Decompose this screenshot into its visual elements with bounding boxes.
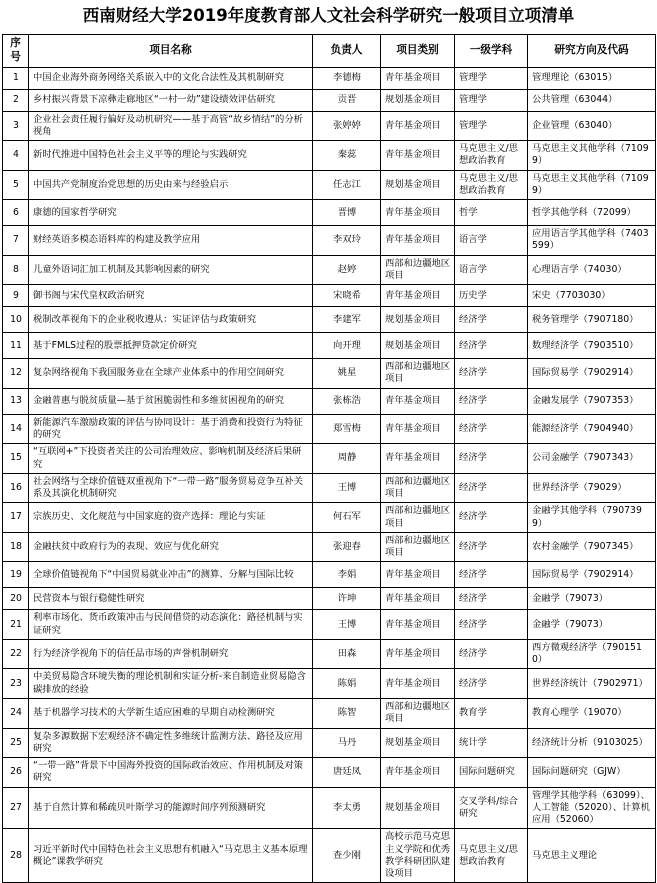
table-header-row xyxy=(3,34,656,67)
cell-index: 21 xyxy=(3,610,29,640)
cell-index: 14 xyxy=(3,414,29,444)
cell-project-type: 西部和边疆地区项目 xyxy=(381,473,455,503)
cell-project-type: 西部和边疆地区项目 xyxy=(381,699,455,729)
cell-principal: 任志江 xyxy=(313,170,381,200)
cell-project-type: 西部和边疆地区项目 xyxy=(381,359,455,389)
cell-discipline: 管理学 xyxy=(455,111,528,141)
cell-principal: 王博 xyxy=(313,610,381,640)
cell-project-name: 财经英语多模态语料库的构建及教学应用 xyxy=(29,226,313,256)
table-row xyxy=(3,414,656,444)
cell-principal: 宋晓希 xyxy=(313,285,381,307)
cell-direction-code: 金融学（79073） xyxy=(528,610,656,640)
column-header-project-name: 项目名称 xyxy=(29,34,313,67)
table-row xyxy=(3,141,656,171)
cell-principal: 秦蕊 xyxy=(313,141,381,171)
cell-project-name: 行为经济学视角下的信任品市场的声誉机制研究 xyxy=(29,639,313,669)
cell-principal: 晋博 xyxy=(313,200,381,226)
cell-project-type: 青年基金项目 xyxy=(381,639,455,669)
cell-discipline: 国际问题研究 xyxy=(455,758,528,788)
table-row xyxy=(3,787,656,829)
cell-direction-code: 能源经济学（7904940） xyxy=(528,414,656,444)
cell-project-type: 青年基金项目 xyxy=(381,444,455,474)
cell-project-type: 规划基金项目 xyxy=(381,787,455,829)
cell-project-type: 青年基金项目 xyxy=(381,414,455,444)
cell-discipline: 经济学 xyxy=(455,562,528,588)
cell-index: 3 xyxy=(3,111,29,141)
cell-discipline: 经济学 xyxy=(455,359,528,389)
cell-index: 5 xyxy=(3,170,29,200)
cell-project-type: 西部和边疆地区项目 xyxy=(381,532,455,562)
cell-principal: 张迎春 xyxy=(313,532,381,562)
cell-direction-code: 国际贸易学（7902914） xyxy=(528,359,656,389)
cell-principal: 姚星 xyxy=(313,359,381,389)
cell-direction-code: 金融发展学（7907353） xyxy=(528,388,656,414)
cell-principal: 李太勇 xyxy=(313,787,381,829)
cell-direction-code: 心理语言学（74030） xyxy=(528,255,656,285)
cell-project-type: 规划基金项目 xyxy=(381,89,455,111)
table-row xyxy=(3,473,656,503)
column-header-discipline: 一级学科 xyxy=(455,34,528,67)
table-row xyxy=(3,170,656,200)
cell-project-type: 西部和边疆地区项目 xyxy=(381,503,455,533)
column-header-principal: 负责人 xyxy=(313,34,381,67)
cell-principal: 贡晋 xyxy=(313,89,381,111)
table-row xyxy=(3,388,656,414)
cell-discipline: 经济学 xyxy=(455,444,528,474)
cell-project-type: 青年基金项目 xyxy=(381,388,455,414)
cell-project-type: 规划基金项目 xyxy=(381,170,455,200)
cell-discipline: 经济学 xyxy=(455,503,528,533)
cell-index: 10 xyxy=(3,307,29,333)
cell-principal: 许坤 xyxy=(313,588,381,610)
cell-index: 20 xyxy=(3,588,29,610)
table-row xyxy=(3,111,656,141)
cell-project-type: 青年基金项目 xyxy=(381,610,455,640)
cell-project-name: 税制改革视角下的企业税收遵从：实证评估与政策研究 xyxy=(29,307,313,333)
cell-project-name: 康德的国家哲学研究 xyxy=(29,200,313,226)
cell-principal: 张栋浩 xyxy=(313,388,381,414)
cell-index: 6 xyxy=(3,200,29,226)
cell-project-name: 企业社会责任履行偏好及动机研究——基于高管“故乡情结”的分析视角 xyxy=(29,111,313,141)
cell-index: 18 xyxy=(3,532,29,562)
cell-discipline: 语言学 xyxy=(455,226,528,256)
cell-index: 15 xyxy=(3,444,29,474)
cell-project-name: 习近平新时代中国特色社会主义思想有机融入“马克思主义基本原理概论”课教学研究 xyxy=(29,829,313,883)
cell-index: 1 xyxy=(3,67,29,89)
table-row xyxy=(3,669,656,699)
cell-principal: 郑雪梅 xyxy=(313,414,381,444)
cell-principal: 张婷婷 xyxy=(313,111,381,141)
cell-discipline: 经济学 xyxy=(455,669,528,699)
table-row xyxy=(3,503,656,533)
table-row xyxy=(3,359,656,389)
cell-principal: 田森 xyxy=(313,639,381,669)
cell-direction-code: 经济统计分析（9103025） xyxy=(528,728,656,758)
cell-project-name: 乡村振兴背景下凉彝走廊地区“一村一幼”建设绩效评估研究 xyxy=(29,89,313,111)
cell-principal: 马丹 xyxy=(313,728,381,758)
cell-direction-code: 管理理论（63015） xyxy=(528,67,656,89)
cell-project-type: 西部和边疆地区项目 xyxy=(381,255,455,285)
cell-direction-code: 宋史（7703030） xyxy=(528,285,656,307)
cell-project-type: 青年基金项目 xyxy=(381,588,455,610)
cell-project-name: “一带一路”背景下中国海外投资的国际政治效应、作用机制及对策研究 xyxy=(29,758,313,788)
cell-index: 28 xyxy=(3,829,29,883)
cell-index: 24 xyxy=(3,699,29,729)
cell-direction-code: 哲学其他学科（72099） xyxy=(528,200,656,226)
cell-direction-code: 公共管理（63044） xyxy=(528,89,656,111)
cell-project-name: 宗族历史、文化规范与中国家庭的资产选择：理论与实证 xyxy=(29,503,313,533)
cell-project-name: 中美贸易隐含环境失衡的理论机制和实证分析-来自制造业贸易隐含碳排放的经验 xyxy=(29,669,313,699)
cell-index: 12 xyxy=(3,359,29,389)
cell-project-type: 规划基金项目 xyxy=(381,728,455,758)
column-header-index: 序号 xyxy=(3,34,29,67)
cell-index: 4 xyxy=(3,141,29,171)
cell-project-type: 青年基金项目 xyxy=(381,200,455,226)
table-row xyxy=(3,444,656,474)
cell-project-name: 金融扶贫中政府行为的表现、效应与优化研究 xyxy=(29,532,313,562)
cell-discipline: 语言学 xyxy=(455,255,528,285)
cell-project-name: 中国共产党制度治党思想的历史由来与经验启示 xyxy=(29,170,313,200)
cell-direction-code: 金融学（79073） xyxy=(528,588,656,610)
cell-direction-code: 马克思主义其他学科（71099） xyxy=(528,170,656,200)
table-row xyxy=(3,285,656,307)
cell-project-type: 青年基金项目 xyxy=(381,226,455,256)
cell-index: 9 xyxy=(3,285,29,307)
cell-direction-code: 国际问题研究（GJW） xyxy=(528,758,656,788)
column-header-project-type: 项目类别 xyxy=(381,34,455,67)
table-row xyxy=(3,829,656,883)
cell-principal: 何石军 xyxy=(313,503,381,533)
page-title: 西南财经大学2019年度教育部人文社会科学研究一般项目立项清单 xyxy=(82,6,575,25)
table-row xyxy=(3,67,656,89)
cell-project-name: 御书阁与宋代皇权政治研究 xyxy=(29,285,313,307)
cell-index: 17 xyxy=(3,503,29,533)
cell-discipline: 经济学 xyxy=(455,307,528,333)
cell-project-name: 社会网络与全球价值链双重视角下“一带一路”服务贸易竞争互补关系及其演化机制研究 xyxy=(29,473,313,503)
cell-discipline: 马克思主义/思想政治教育 xyxy=(455,829,528,883)
column-header-direction-code: 研究方向及代码 xyxy=(528,34,656,67)
table-row xyxy=(3,307,656,333)
cell-discipline: 经济学 xyxy=(455,414,528,444)
cell-project-name: 基于机器学习技术的大学新生适应困难的早期自动检测研究 xyxy=(29,699,313,729)
table-row xyxy=(3,562,656,588)
project-listing-table xyxy=(2,34,656,883)
cell-discipline: 经济学 xyxy=(455,333,528,359)
table-row xyxy=(3,226,656,256)
cell-index: 26 xyxy=(3,758,29,788)
cell-principal: 周静 xyxy=(313,444,381,474)
cell-index: 19 xyxy=(3,562,29,588)
cell-discipline: 经济学 xyxy=(455,473,528,503)
cell-project-name: 复杂网络视角下我国服务业在全球产业体系中的作用空间研究 xyxy=(29,359,313,389)
cell-project-name: 新时代推进中国特色社会主义平等的理论与实践研究 xyxy=(29,141,313,171)
cell-direction-code: 金融学其他学科（7907399） xyxy=(528,503,656,533)
cell-discipline: 经济学 xyxy=(455,588,528,610)
cell-direction-code: 马克思主义其他学科（71099） xyxy=(528,141,656,171)
cell-direction-code: 国际贸易学（7902914） xyxy=(528,562,656,588)
cell-project-type: 青年基金项目 xyxy=(381,67,455,89)
cell-index: 16 xyxy=(3,473,29,503)
cell-discipline: 经济学 xyxy=(455,532,528,562)
cell-direction-code: 企业管理（63040） xyxy=(528,111,656,141)
table-row xyxy=(3,639,656,669)
cell-direction-code: 农村金融学（7907345） xyxy=(528,532,656,562)
table-row xyxy=(3,200,656,226)
cell-principal: 陈智 xyxy=(313,699,381,729)
table-row xyxy=(3,728,656,758)
cell-discipline: 交叉学科/综合研究 xyxy=(455,787,528,829)
cell-discipline: 经济学 xyxy=(455,610,528,640)
cell-project-type: 青年基金项目 xyxy=(381,562,455,588)
cell-project-name: 儿童外语词汇加工机制及其影响因素的研究 xyxy=(29,255,313,285)
cell-project-name: 新能源汽车激励政策的评估与协同设计：基于消费和投资行为特征的研究 xyxy=(29,414,313,444)
table-row xyxy=(3,699,656,729)
cell-index: 2 xyxy=(3,89,29,111)
cell-direction-code: 税务管理学（7907180） xyxy=(528,307,656,333)
cell-project-type: 青年基金项目 xyxy=(381,669,455,699)
cell-principal: 向开理 xyxy=(313,333,381,359)
cell-project-name: 全球价值链视角下“中国贸易就业冲击”的测算、分解与国际比较 xyxy=(29,562,313,588)
cell-direction-code: 马克思主义理论 xyxy=(528,829,656,883)
table-row xyxy=(3,610,656,640)
cell-principal: 李娟 xyxy=(313,562,381,588)
cell-project-name: “互联网+”下投资者关注的公司治理效应、影响机制及经济后果研究 xyxy=(29,444,313,474)
cell-discipline: 管理学 xyxy=(455,67,528,89)
cell-index: 22 xyxy=(3,639,29,669)
cell-discipline: 哲学 xyxy=(455,200,528,226)
cell-direction-code: 世界经济统计（7902971） xyxy=(528,669,656,699)
cell-direction-code: 西方微观经济学（7901510） xyxy=(528,639,656,669)
cell-project-name: 复杂多源数据下宏观经济不确定性多维统计监测方法、路径及应用研究 xyxy=(29,728,313,758)
table-body xyxy=(3,67,656,883)
cell-project-type: 青年基金项目 xyxy=(381,111,455,141)
cell-project-name: 基于FMLS过程的股票抵押贷款定价研究 xyxy=(29,333,313,359)
cell-direction-code: 教育心理学（19070） xyxy=(528,699,656,729)
cell-direction-code: 应用语言学其他学科（7403599） xyxy=(528,226,656,256)
table-row xyxy=(3,588,656,610)
cell-project-type: 青年基金项目 xyxy=(381,141,455,171)
cell-project-name: 民营资本与银行稳健性研究 xyxy=(29,588,313,610)
cell-index: 25 xyxy=(3,728,29,758)
cell-principal: 唐廷凤 xyxy=(313,758,381,788)
cell-discipline: 历史学 xyxy=(455,285,528,307)
cell-project-name: 基于自然计算和稀疏贝叶斯学习的能源时间序列预测研究 xyxy=(29,787,313,829)
cell-project-type: 高校示范马克思主义学院和优秀教学科研团队建设项目 xyxy=(381,829,455,883)
cell-index: 7 xyxy=(3,226,29,256)
table-row xyxy=(3,255,656,285)
cell-direction-code: 世界经济学（79029） xyxy=(528,473,656,503)
table-row xyxy=(3,89,656,111)
cell-project-type: 青年基金项目 xyxy=(381,285,455,307)
cell-principal: 李建军 xyxy=(313,307,381,333)
cell-discipline: 经济学 xyxy=(455,388,528,414)
cell-discipline: 统计学 xyxy=(455,728,528,758)
cell-principal: 王博 xyxy=(313,473,381,503)
cell-discipline: 马克思主义/思想政治教育 xyxy=(455,170,528,200)
cell-project-name: 金融普惠与脱贫质量—基于贫困脆弱性和多维贫困视角的研究 xyxy=(29,388,313,414)
cell-index: 11 xyxy=(3,333,29,359)
cell-project-name: 利率市场化、货币政策冲击与民间借贷的动态演化：路径机制与实证研究 xyxy=(29,610,313,640)
cell-discipline: 管理学 xyxy=(455,89,528,111)
cell-project-name: 中国企业海外商务网络关系嵌入中的文化合法性及其机制研究 xyxy=(29,67,313,89)
table-row xyxy=(3,333,656,359)
table-row xyxy=(3,532,656,562)
cell-project-type: 规划基金项目 xyxy=(381,333,455,359)
cell-discipline: 教育学 xyxy=(455,699,528,729)
cell-index: 23 xyxy=(3,669,29,699)
cell-direction-code: 公司金融学（7907343） xyxy=(528,444,656,474)
cell-principal: 查少刚 xyxy=(313,829,381,883)
cell-principal: 李德梅 xyxy=(313,67,381,89)
cell-project-type: 规划基金项目 xyxy=(381,307,455,333)
cell-index: 27 xyxy=(3,787,29,829)
cell-direction-code: 管理学其他学科（63099）、人工智能（52020）、计算机应用（52060） xyxy=(528,787,656,829)
cell-principal: 李双玲 xyxy=(313,226,381,256)
cell-project-type: 青年基金项目 xyxy=(381,758,455,788)
cell-direction-code: 数理经济学（7903510） xyxy=(528,333,656,359)
cell-principal: 赵婷 xyxy=(313,255,381,285)
cell-principal: 陈娟 xyxy=(313,669,381,699)
cell-index: 13 xyxy=(3,388,29,414)
cell-discipline: 马克思主义/思想政治教育 xyxy=(455,141,528,171)
cell-index: 8 xyxy=(3,255,29,285)
cell-discipline: 经济学 xyxy=(455,639,528,669)
